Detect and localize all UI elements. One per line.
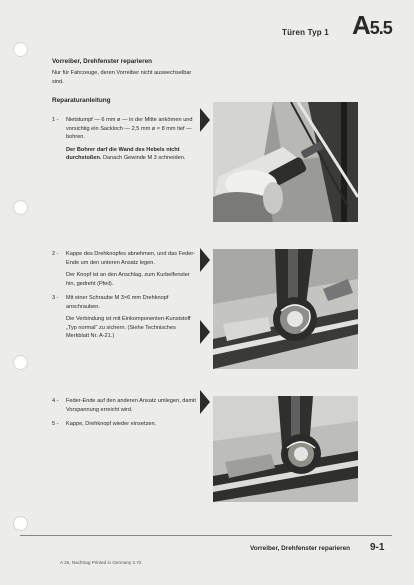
binder-hole [13, 516, 28, 531]
page-number: 9-1 [370, 542, 385, 553]
footer-title: Vorreiber, Drehfenster reparieren [250, 545, 351, 552]
step-extra: Danach Gewinde M 3 schneiden. [103, 155, 186, 162]
photo-spring-tensioned-image [213, 396, 358, 502]
step-3 [52, 294, 200, 341]
step-text: Mit einer Schraube M 3×6 mm Drehknopf anschrauben. [66, 295, 169, 310]
step-text: Nietstumpf — 6 mm ø — in der Mitte ankörnen und vorsichtig ein Sackloch — 2,5 mm ø × 8 mm tief — bohren. [66, 117, 193, 141]
binder-hole [13, 42, 28, 57]
step-text: Feder-Ende auf den anderen Ansatz umlegen, damit Vorspannung erreicht wird. [66, 398, 196, 413]
step-number: 1 - [52, 117, 59, 123]
step-extra: Der Knopf ist an den Anschlag, zum Kurbelfenster hin, gedreht (Pfeil). [66, 272, 190, 287]
pointer-arrow-icon [200, 108, 210, 132]
header-code-letter: A [352, 10, 370, 40]
step-1 [52, 116, 200, 163]
print-note: A 26, Nachtrag Printed in Germany 2.72 [60, 560, 142, 565]
step-5 [52, 420, 200, 429]
photo-knob-spring [213, 249, 358, 369]
step-number: 4 - [52, 398, 59, 404]
step-text: Kappe des Drehknopfes abnehmen, und das Feder-Ende um den unteren Ansatz legen. [66, 251, 196, 266]
footer-divider [20, 535, 392, 536]
header-code-number: 5.5 [369, 18, 392, 38]
pointer-arrow-icon [200, 390, 210, 414]
photo-drilling-image [213, 102, 358, 222]
step-text: Kappe, Drehknopf wieder einsetzen. [66, 421, 157, 427]
photo-spring-tensioned [213, 396, 358, 502]
binder-hole [13, 200, 28, 215]
intro-title: Vorreiber, Drehfenster reparieren [52, 58, 153, 65]
step-number: 3 - [52, 295, 59, 301]
header-section: Türen Typ 1 [282, 28, 329, 37]
pointer-arrow-icon [200, 248, 210, 272]
step-extra: Die Verbindung ist mit Einkomponenten-Kunststoff „Typ normal“ zu sichern. (Siehe Technisches Merkblatt Nr. A-21.) [66, 316, 191, 340]
step-4 [52, 397, 200, 414]
binder-hole [13, 355, 28, 370]
step-number: 5 - [52, 421, 59, 427]
pointer-arrow-icon [200, 320, 210, 344]
instructions-title: Reparaturanleitung [52, 97, 111, 104]
header-code [352, 10, 392, 41]
step-number: 2 - [52, 251, 59, 257]
step-warning: Der Bohrer darf die Wand des Hebels nicht durchstoßen. Danach Gewinde M 3 schneiden. [66, 146, 186, 162]
step-2 [52, 250, 200, 288]
photo-drilling [213, 102, 358, 222]
photo-knob-spring-image [213, 249, 358, 369]
intro-note: Nur für Fahrzeuge, deren Vorreiber nicht auswechselbar sind. [52, 70, 192, 85]
